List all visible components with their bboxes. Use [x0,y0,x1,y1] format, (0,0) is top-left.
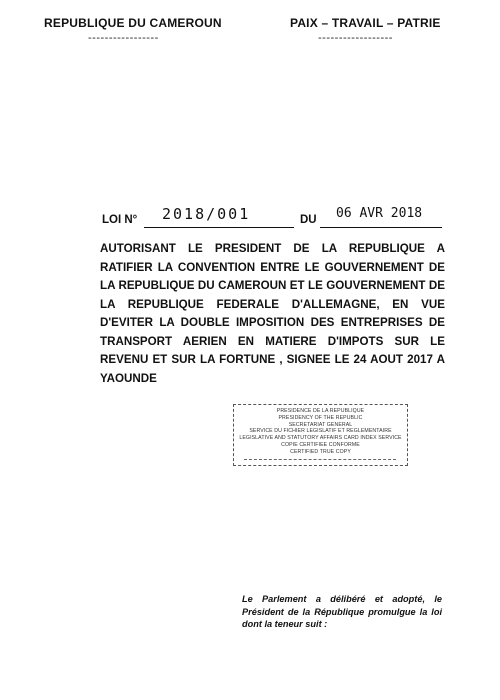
header-motto: PAIX – TRAVAIL – PATRIE [290,16,441,30]
law-date-label: DU [300,214,317,226]
stamp-line: COPIE CERTIFIEE CONFORME [281,441,360,448]
header-motto-rule: ------------------ [318,32,393,44]
stamp-line: PRESIDENCE DE LA REPUBLIQUE [276,408,365,414]
header-country-rule: ----------------- [88,32,159,44]
promulgation-clause: Le Parlement a délibéré et adopté, le Président de la République promulgue la loi dont la teneur suit : [242,594,442,629]
certified-copy-stamp [233,404,408,466]
law-number: 2018/001 [162,205,251,223]
stamp-line: SERVICE DU FICHIER LEGISLATIF ET REGLEMENTAIRE [249,428,392,435]
law-date-field [320,205,442,228]
law-date: 06 AVR 2018 [336,206,423,221]
law-reference-line [102,205,442,231]
stamp-signature-rule [244,459,396,460]
stamp-line: SECRETARIAT GENERAL [288,421,353,428]
stamp-line: LEGISLATIVE AND STATUTORY AFFAIRS CARD INDEX SERVICE [239,435,402,442]
stamp-line: PRESIDENCY OF THE REPUBLIC [278,414,363,421]
law-title: AUTORISANT LE PRESIDENT DE LA REPUBLIQUE A RATIFIER LA CONVENTION ENTRE LE GOUVERNEMENT DE LA REPUBLIQUE DU CAMEROUN ET LE GOUVERNEMENT DE LA REPUBLIQUE FEDERALE D'ALLEMAGNE, EN VUE D'EVITER LA DOUBLE IMPOSITION DES ENTREPRISES DE TRANSPORT AERIEN EN MATIERE D'IMPOTS SUR LE REVENU ET SUR LA FORTUNE , SIGNEE LE 24 AOUT 2017 A YAOUNDE [100,242,445,385]
stamp-line: CERTIFIED TRUE COPY [290,448,351,455]
header-country: REPUBLIQUE DU CAMEROUN [44,16,222,30]
law-number-label: LOI N° [102,214,138,226]
law-number-field [144,205,294,228]
